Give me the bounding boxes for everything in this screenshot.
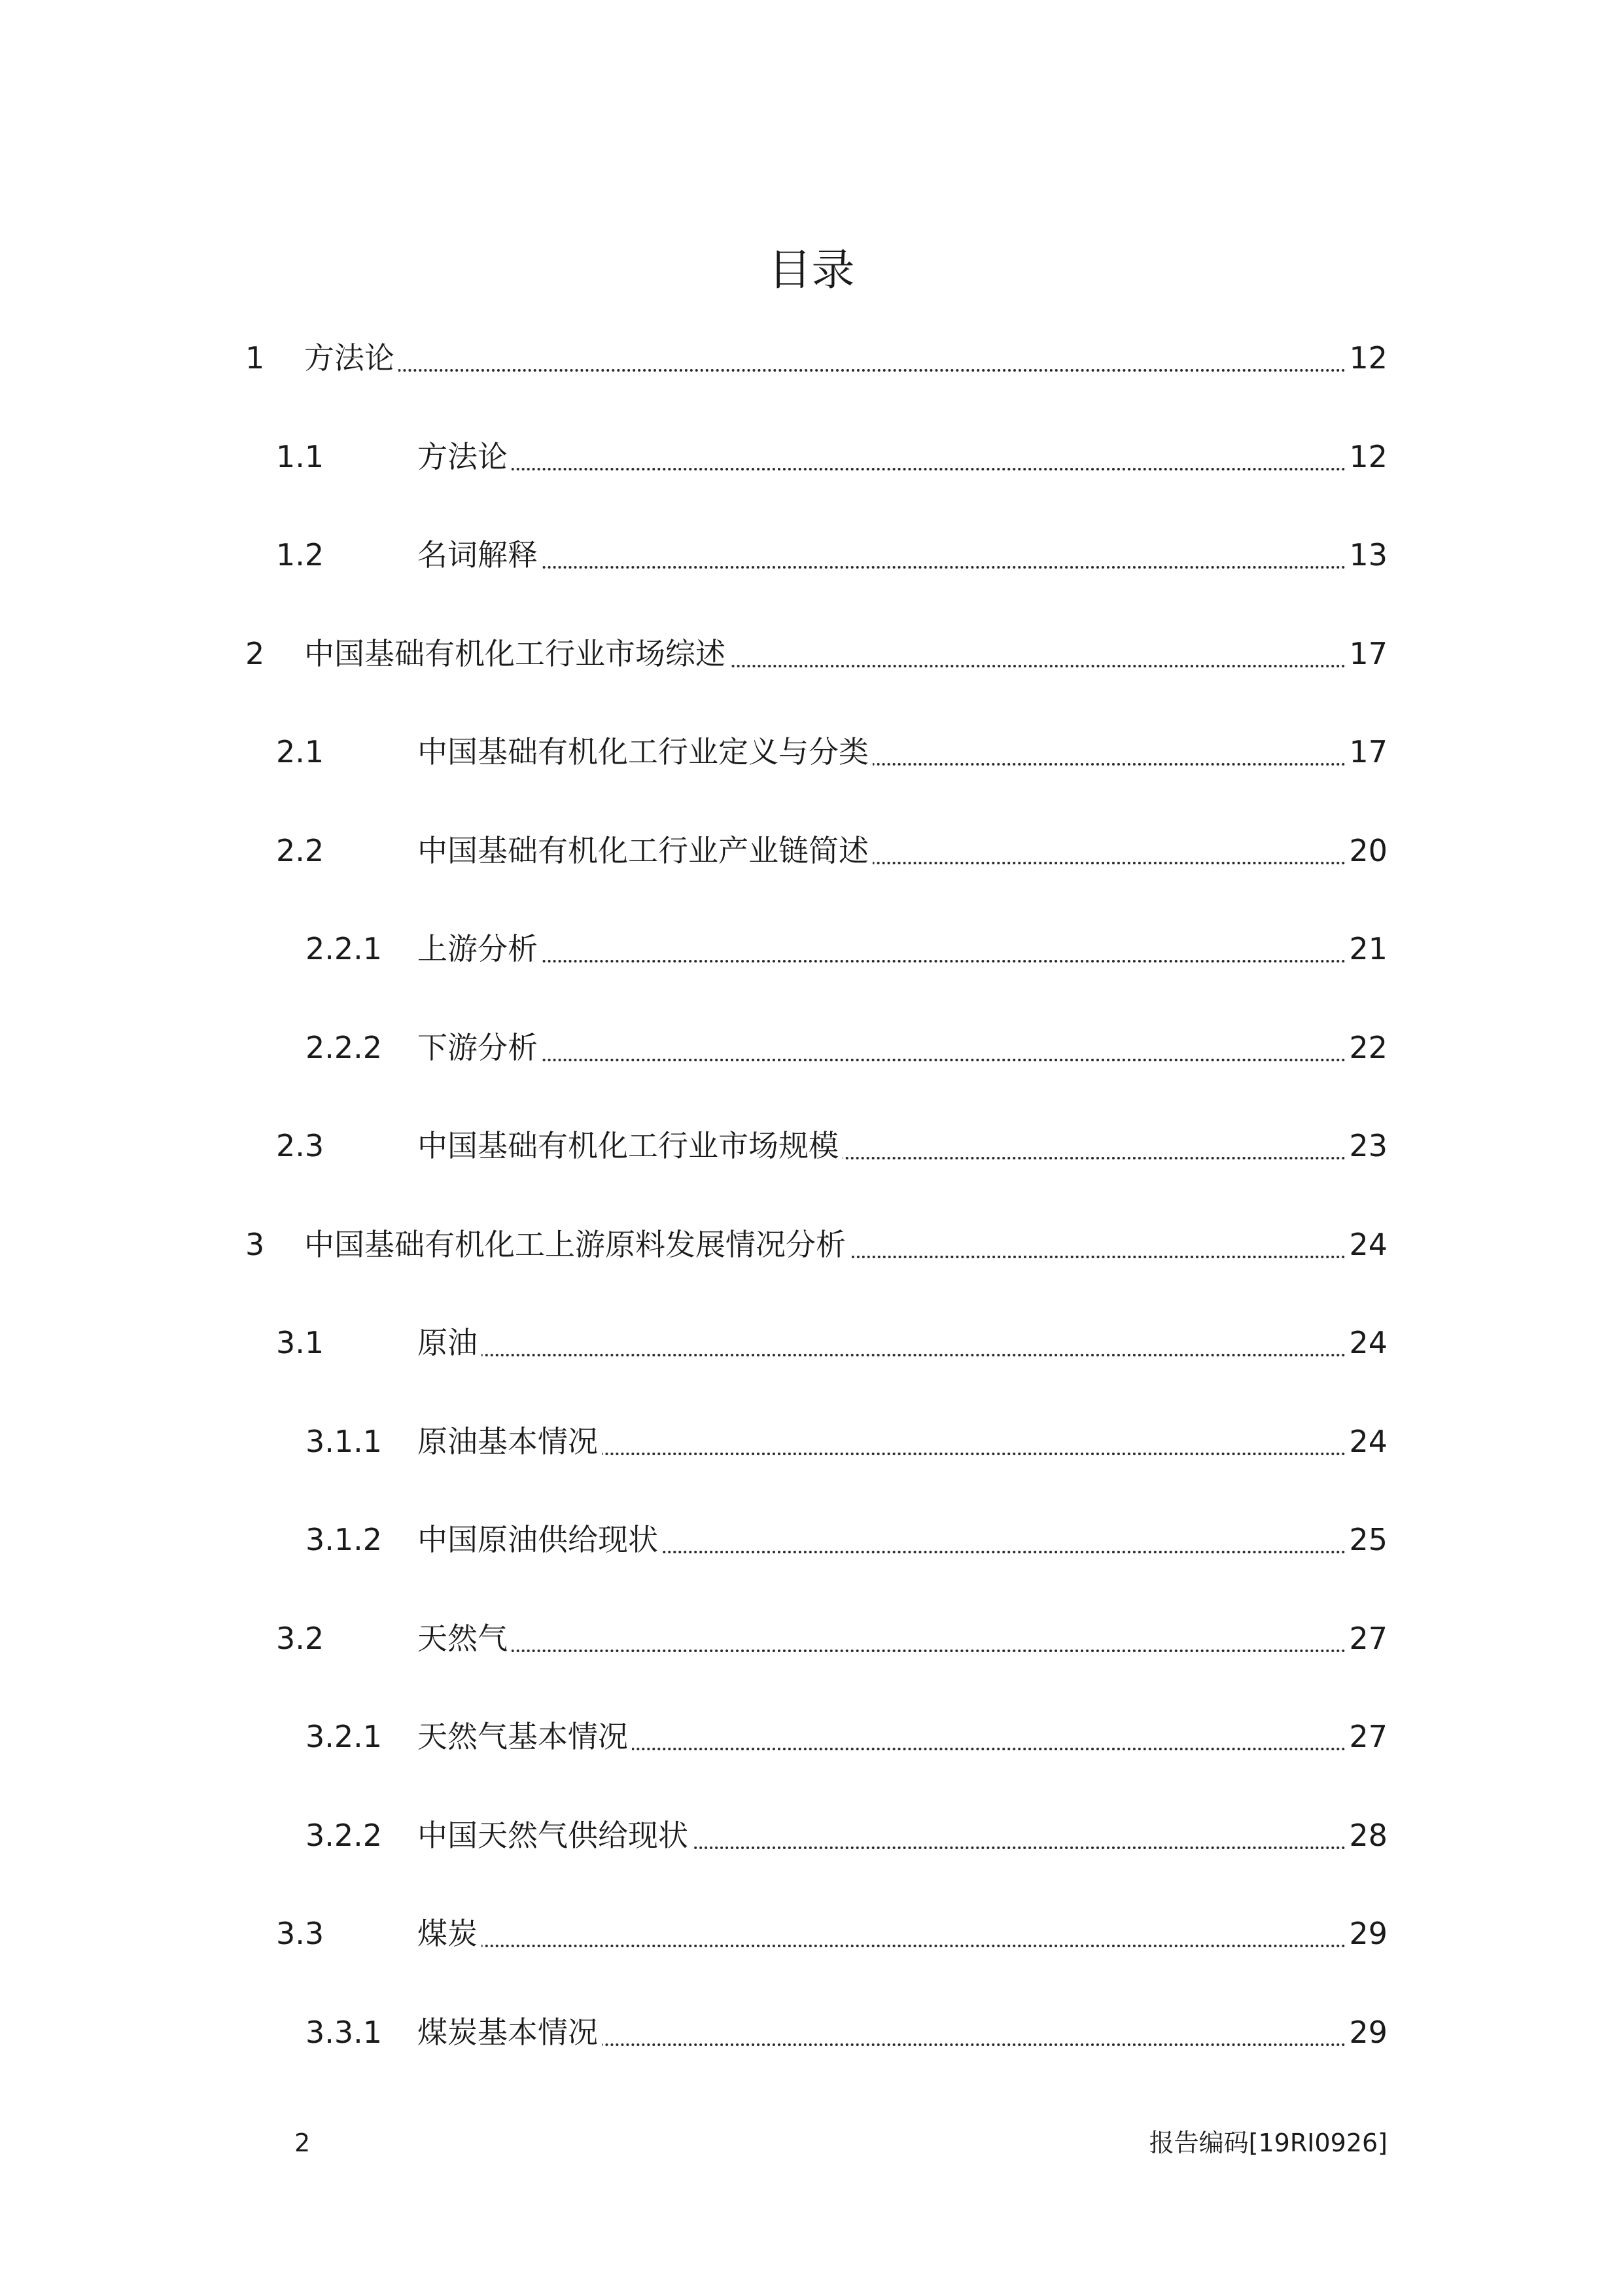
toc-title: 目录 xyxy=(768,245,855,295)
toc-entry-page: 25 xyxy=(1345,1517,1387,1563)
toc-entry-page: 28 xyxy=(1345,1812,1387,1858)
toc-entry-number: 3.2.2 xyxy=(305,1817,383,1853)
toc-entry-number: 3.1 xyxy=(276,1325,324,1360)
toc-entry-title: 中国基础有机化工行业市场规模 xyxy=(417,1123,843,1169)
toc-entry-number: 1 xyxy=(245,340,265,376)
toc-entry-number: 2.3 xyxy=(276,1128,324,1163)
toc-entry-title: 中国原油供给现状 xyxy=(417,1517,662,1563)
toc-entry-title: 原油 xyxy=(417,1320,481,1366)
toc-entry-title: 天然气 xyxy=(417,1616,512,1661)
toc-entry-title: 中国基础有机化工行业定义与分类 xyxy=(417,729,873,775)
toc-entry-page: 12 xyxy=(1345,434,1387,480)
toc-entry-number: 3.1.1 xyxy=(305,1423,383,1459)
toc-entry[interactable] xyxy=(0,729,1623,775)
toc-entry[interactable] xyxy=(0,1419,1623,1464)
toc-entry-number: 2.2.2 xyxy=(305,1029,383,1065)
toc-entry-page: 22 xyxy=(1345,1025,1387,1070)
toc-entry[interactable] xyxy=(0,1911,1623,1956)
toc-entry-page: 13 xyxy=(1345,532,1387,578)
toc-entry-number: 3.2 xyxy=(276,1620,324,1656)
toc-entry-number: 1.1 xyxy=(276,438,324,474)
toc-entry[interactable] xyxy=(0,1222,1623,1267)
toc-entry[interactable] xyxy=(0,1123,1623,1169)
toc-entry-title: 中国基础有机化工上游原料发展情况分析 xyxy=(304,1222,850,1267)
toc-entry[interactable] xyxy=(0,1517,1623,1563)
toc-entry-title: 方法论 xyxy=(417,434,512,480)
toc-entry-number: 2.1 xyxy=(276,734,324,769)
toc-entry-title: 天然气基本情况 xyxy=(417,1714,632,1759)
toc-entry-page: 27 xyxy=(1345,1616,1387,1661)
toc-entry-page: 17 xyxy=(1345,631,1387,677)
toc-entry-title: 原油基本情况 xyxy=(417,1419,602,1464)
toc-entry-page: 24 xyxy=(1345,1320,1387,1366)
toc-leader-dots xyxy=(417,1308,1387,1356)
toc-entry[interactable] xyxy=(0,926,1623,972)
toc-entry-number: 1.2 xyxy=(276,537,324,573)
toc-entry-number: 3 xyxy=(245,1226,265,1262)
toc-entry[interactable] xyxy=(0,2009,1623,2055)
toc-entry-title: 煤炭基本情况 xyxy=(417,2009,602,2055)
toc-entry-number: 2 xyxy=(245,635,265,671)
toc-entry-title: 方法论 xyxy=(304,335,398,381)
toc-leader-dots xyxy=(417,914,1387,963)
toc-entry-page: 12 xyxy=(1345,335,1387,381)
toc-leader-dots xyxy=(417,520,1387,569)
toc-entry-page: 21 xyxy=(1345,926,1387,972)
toc-entry-page: 29 xyxy=(1345,2009,1387,2055)
toc-entry-page: 23 xyxy=(1345,1123,1387,1169)
footer-page-number: 2 xyxy=(294,2128,311,2157)
toc-entry[interactable] xyxy=(0,335,1623,381)
toc-entry-title: 中国基础有机化工行业产业链简述 xyxy=(417,828,873,874)
toc-entry[interactable] xyxy=(0,1812,1623,1858)
toc-entry-page: 17 xyxy=(1345,729,1387,775)
toc-entry-title: 中国天然气供给现状 xyxy=(417,1812,692,1858)
toc-entry[interactable] xyxy=(0,1714,1623,1759)
toc-leader-dots xyxy=(417,1899,1387,1947)
toc-leader-dots xyxy=(417,422,1387,470)
toc-entry-title: 下游分析 xyxy=(417,1025,542,1070)
toc-entry-number: 2.2.1 xyxy=(305,931,383,966)
toc-entry-page: 24 xyxy=(1345,1222,1387,1267)
toc-entry[interactable] xyxy=(0,1320,1623,1366)
toc-entry-page: 24 xyxy=(1345,1419,1387,1464)
toc-entry-title: 名词解释 xyxy=(417,532,542,578)
toc-entry-page: 27 xyxy=(1345,1714,1387,1759)
toc-entry-title: 上游分析 xyxy=(417,926,542,972)
footer-report-code: 报告编码[19RI0926] xyxy=(1149,2128,1387,2157)
toc-entry[interactable] xyxy=(0,631,1623,677)
toc-entry[interactable] xyxy=(0,828,1623,874)
toc-entry-title: 中国基础有机化工行业市场综述 xyxy=(304,631,729,677)
toc-entry-page: 20 xyxy=(1345,828,1387,874)
toc-entry-number: 3.3 xyxy=(276,1916,324,1951)
toc-entry-page: 29 xyxy=(1345,1911,1387,1956)
toc-entry-number: 2.2 xyxy=(276,832,324,868)
toc-entry-title: 煤炭 xyxy=(417,1911,481,1956)
toc-entry[interactable] xyxy=(0,532,1623,578)
toc-entry-number: 3.2.1 xyxy=(305,1719,383,1754)
toc-leader-dots xyxy=(417,1604,1387,1652)
toc-entry[interactable] xyxy=(0,1616,1623,1661)
toc-entry-number: 3.1.2 xyxy=(305,1522,383,1557)
toc-entry[interactable] xyxy=(0,1025,1623,1070)
toc-leader-dots xyxy=(304,323,1387,372)
toc-entry[interactable] xyxy=(0,434,1623,480)
toc-entry-number: 3.3.1 xyxy=(305,2014,383,2050)
toc-leader-dots xyxy=(417,1013,1387,1061)
